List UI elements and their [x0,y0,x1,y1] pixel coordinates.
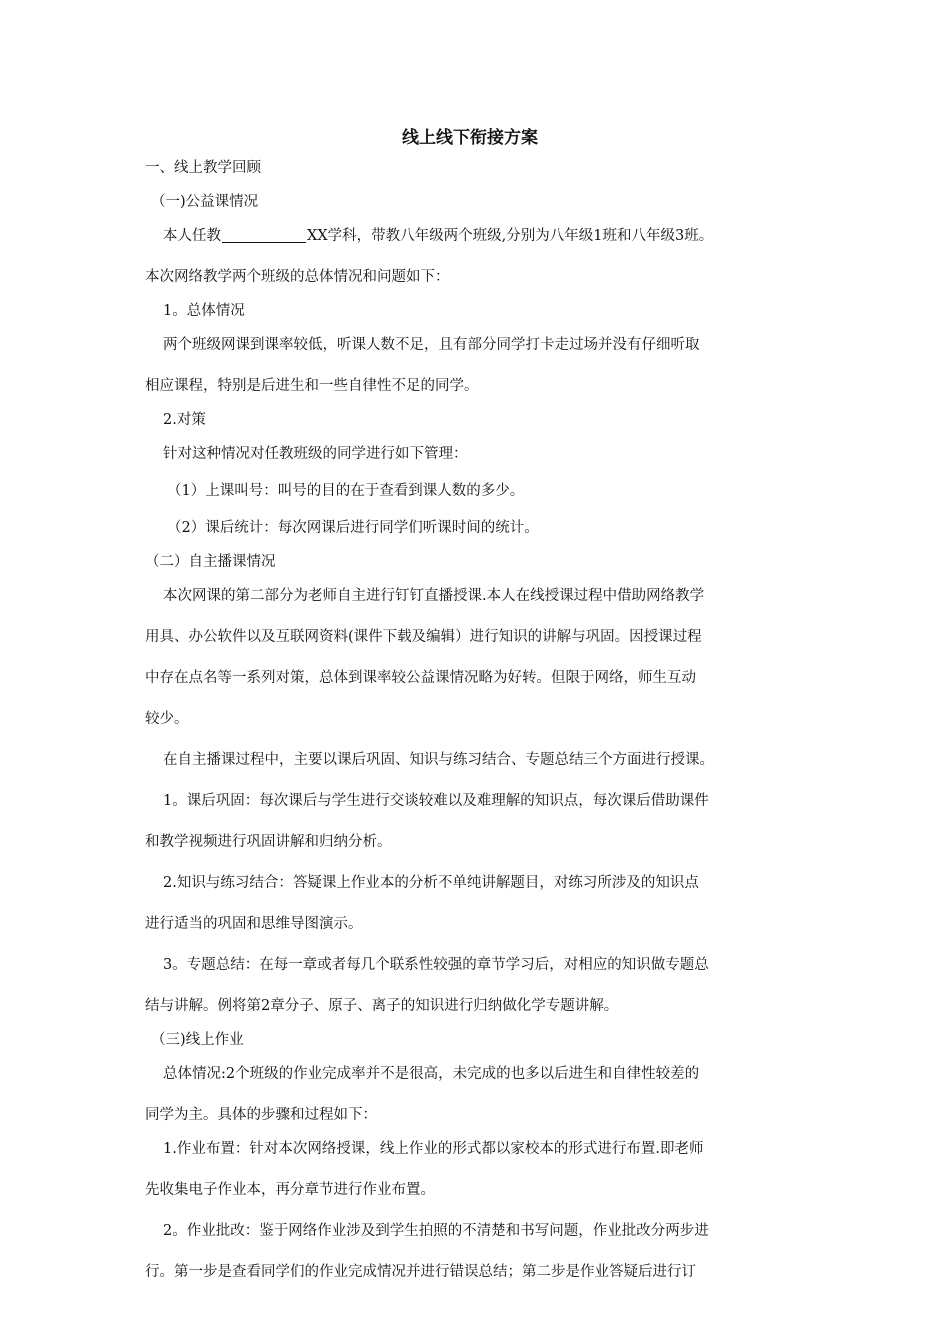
paragraph-line: 2.知识与练习结合：答疑课上作业本的分析不单纯讲解题目，对练习所涉及的知识点 [163,875,699,891]
paragraph-line: 进行适当的巩固和思维导图演示。 [145,916,363,932]
document-body [145,158,795,1282]
paragraph-line: 针对这种情况对任教班级的同学进行如下管理： [163,446,468,462]
paragraph-line: 在自主播课过程中，主要以课后巩固、知识与练习结合、专题总结三个方面进行授课。 [163,752,714,768]
subsection-heading-1: （一)公益课情况 [151,194,259,210]
section-heading-1: 一、线上教学回顾 [145,160,261,176]
paragraph-line: 两个班级网课到课率较低，听课人数不足，且有部分同学打卡走过场并没有仔细听取 [163,337,700,353]
paragraph-line: 3。专题总结：在每一章或者每几个联系性较强的章节学习后，对相应的知识做专题总 [163,957,709,973]
paragraph-line: 结与讲解。例将第2章分子、原子、离子的知识进行归纳做化学专题讲解。 [145,998,619,1014]
paragraph-line: 行。第一步是查看同学们的作业完成情况并进行错误总结；第二步是作业答疑后进行订 [145,1264,696,1280]
item-heading: 2.对策 [163,412,206,428]
paragraph-line: 先收集电子作业本，再分章节进行作业布置。 [145,1182,435,1198]
paragraph-line: 本次网络教学两个班级的总体情况和问题如下： [145,269,450,285]
paragraph-line: 用具、办公软件以及互联网资料(课件下载及编辑）进行知识的讲解与巩固。因授课过程 [145,629,702,645]
paragraph-line: 2。作业批改：鉴于网络作业涉及到学生拍照的不清楚和书写问题，作业批改分两步进 [163,1223,709,1239]
document-page [145,0,795,1344]
paragraph-line: 1。课后巩固：每次课后与学生进行交谈较难以及难理解的知识点，每次课后借助课件 [163,793,709,809]
paragraph-line: 相应课程，特别是后进生和一些自律性不足的同学。 [145,378,479,394]
fill-in-blank [222,227,306,243]
paragraph-line: 中存在点名等一系列对策，总体到课率较公益课情况略为好转。但限于网络，师生互动 [145,670,696,686]
list-item: （1）上课叫号：叫号的目的在于查看到课人数的多少。 [167,483,525,499]
item-heading: 1。总体情况 [163,303,245,319]
paragraph-line: 较少。 [145,711,189,727]
paragraph-line: 本次网课的第二部分为老师自主进行钉钉直播授课.本人在线授课过程中借助网络教学 [163,588,705,604]
paragraph-line: 总体情况:2个班级的作业完成率并不是很高，未完成的也多以后进生和自律性较差的 [163,1066,700,1082]
document-title: 线上线下衔接方案 [402,128,538,148]
paragraph-line: 同学为主。具体的步骤和过程如下： [145,1107,377,1123]
paragraph-line: 和教学视频进行巩固讲解和归纳分析。 [145,834,392,850]
subsection-heading-2: （二）自主播课情况 [145,554,276,570]
paragraph-line: 1.作业布置：针对本次网络授课，线上作业的形式都以家校本的形式进行布置.即老师 [163,1141,704,1157]
paragraph-line: 本人任教 XX学科，带教八年级两个班级,分别为八年级1班和八年级3班。 [163,228,714,244]
subsection-heading-3: （三)线上作业 [151,1032,244,1048]
list-item: （2）课后统计：每次网课后进行同学们听课时间的统计。 [167,520,539,536]
